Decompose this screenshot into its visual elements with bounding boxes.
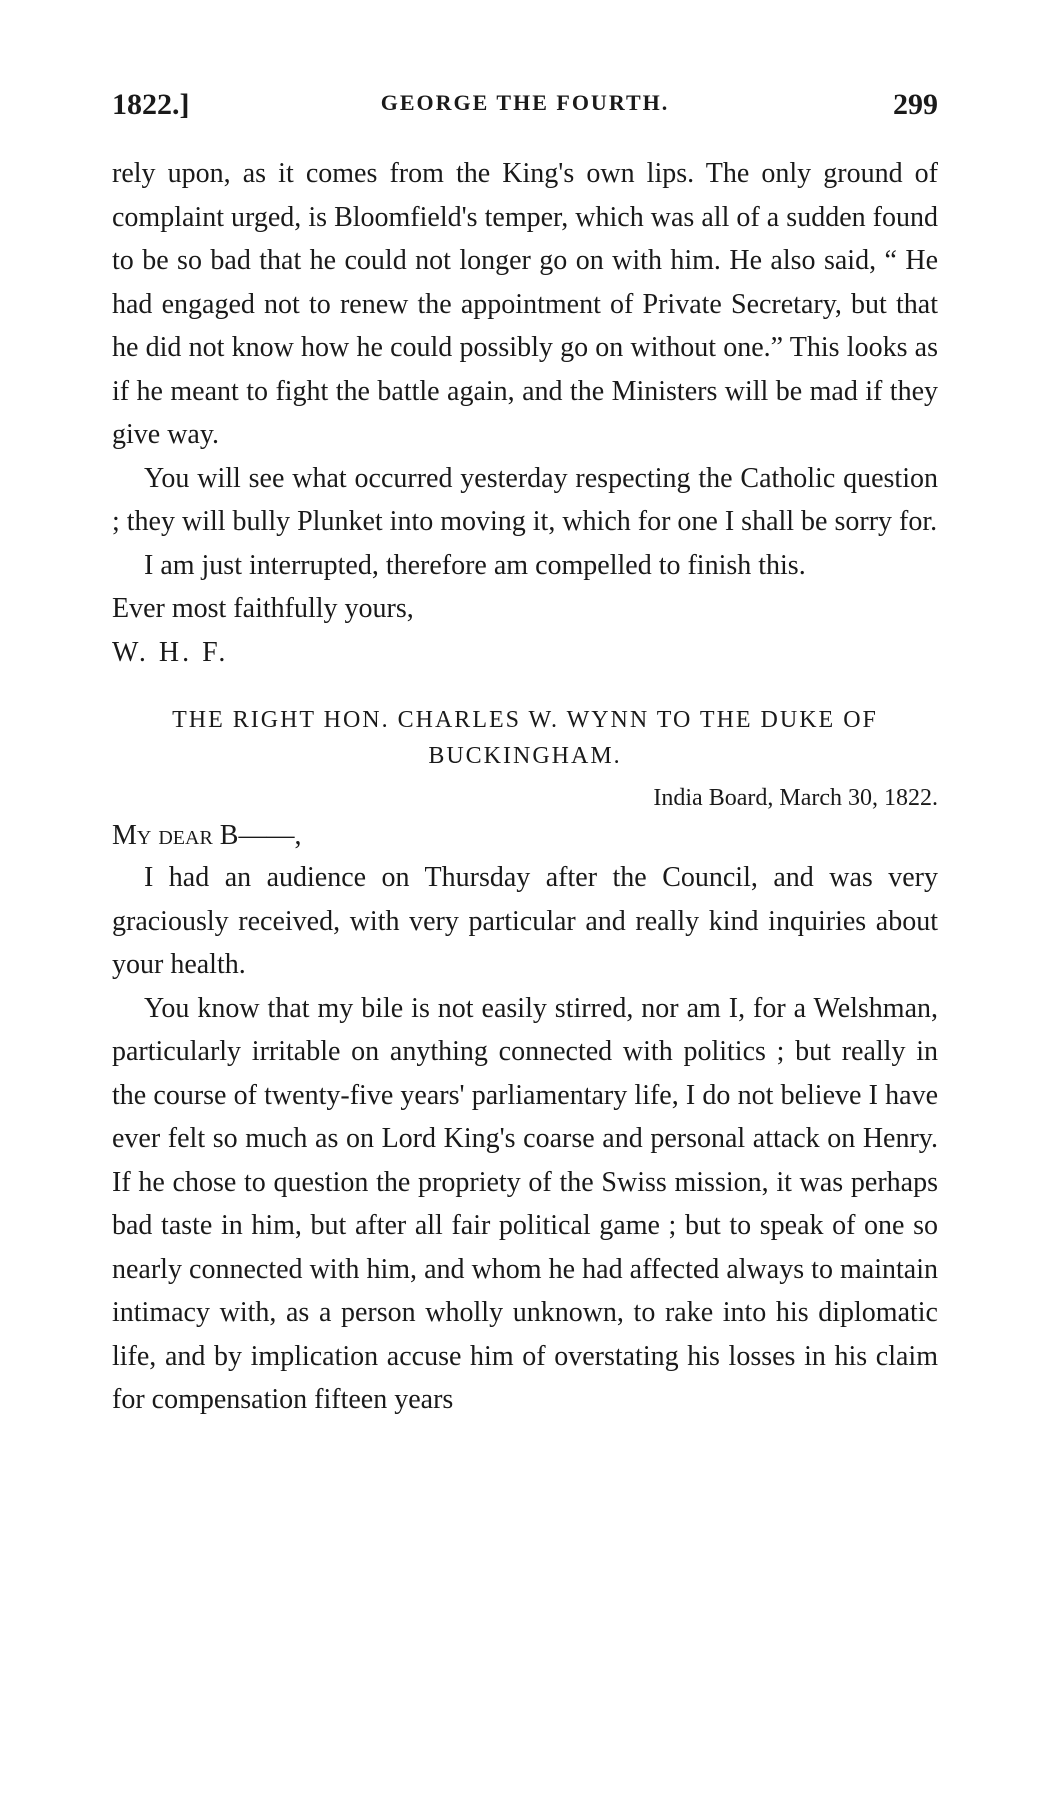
letter2-heading: THE RIGHT HON. CHARLES W. WYNN TO THE DUKE OF BUCKINGHAM. (172, 707, 878, 769)
letter1-paragraph-3: I am just interrupted, therefore am compelled to finish this. (144, 549, 806, 581)
body-text (112, 152, 938, 1422)
letter1-closing: Ever most faithfully yours, (112, 593, 414, 624)
letter2-paragraph-2: You know that my bile is not easily stirred, nor am I, for a Welshman, particularly irritable on anything connected with politics ; but really in the course of twenty-five years' parliamentary life, I do not believe I have ever felt so much as on Lord King's coarse and personal attack on Henry. If he chose to question the propriety of the Swiss mission, it was perhaps bad taste in him, but after all fair political game ; but to speak of one so nearly connected with him, and whom he had affected always to maintain intimacy with, as a person wholly unknown, to rake into his diplomatic life, and by implication accuse him of overstating his losses in his claim for compensation fifteen years (112, 992, 938, 1415)
letter1-paragraph-1: rely upon, as it comes from the King's own lips. The only ground of complaint urged, is Bloomfield's temper, which was all of a sudden found to be so bad that he could not longer go on with him. He also said, “ He had engaged not to renew the appointment of Private Secretary, but that he did not know how he could possibly go on without one.” This looks as if he meant to fight the battle again, and the Ministers will be mad if they give way. (112, 158, 938, 450)
salutation-text: My dear B——, (112, 820, 302, 851)
letter2-dateline: India Board, March 30, 1822. (653, 785, 938, 811)
running-head-title: GEORGE THE FOURTH. (380, 90, 670, 115)
letter1-paragraph-2: You will see what occurred yesterday respecting the Catholic question ; they will bully Plunket into moving it, which for one I shall be sorry for. (112, 462, 938, 537)
running-head (112, 88, 938, 128)
page-number: 299 (893, 88, 938, 121)
running-head-year: 1822.] (112, 88, 190, 121)
letter2-salutation (112, 816, 938, 856)
letter2-paragraph-1: I had an audience on Thursday after the Council, and was very graciously received, with very particular and really kind inquiries about your health. (112, 862, 938, 980)
letter1-signature: W. H. F. (112, 636, 229, 668)
